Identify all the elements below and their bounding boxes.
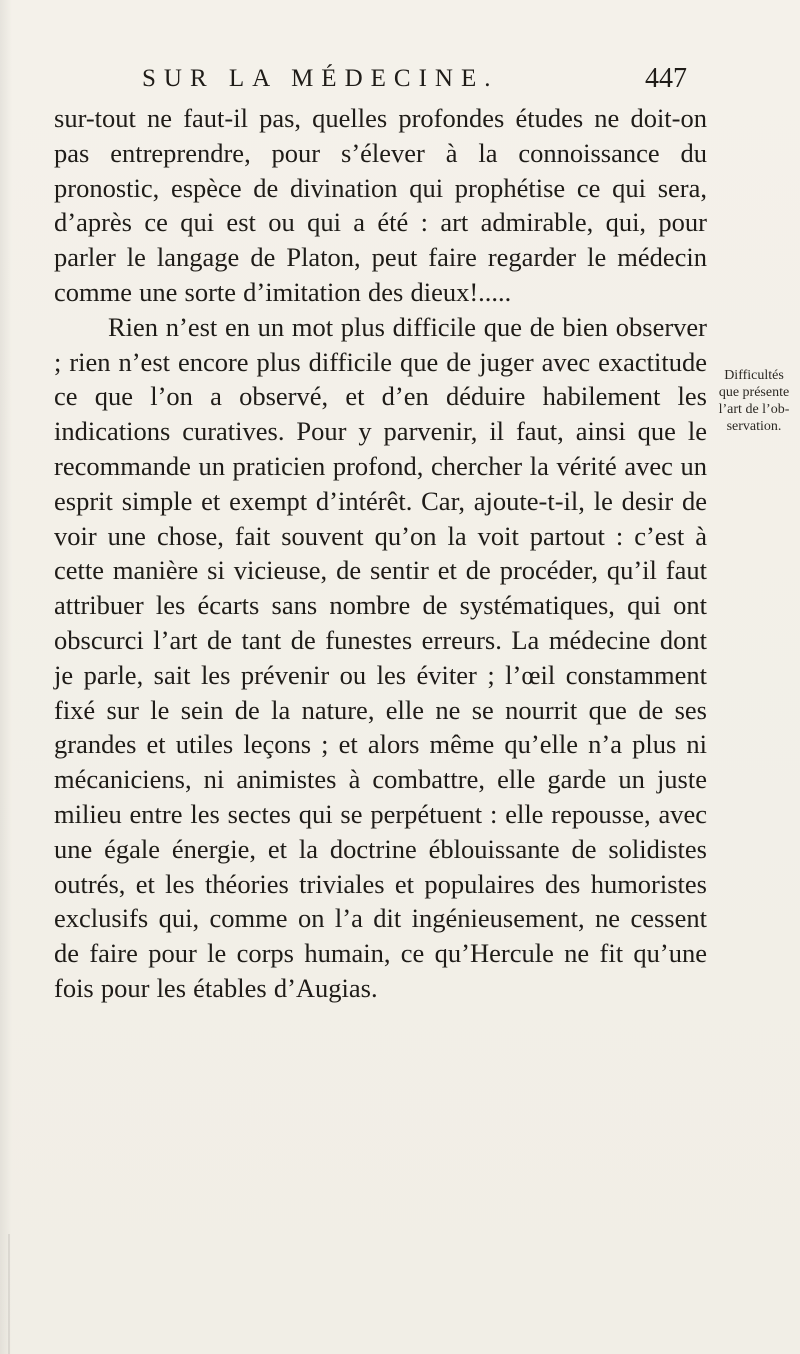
margin-note bbox=[714, 367, 794, 435]
margin-note-line-1: Difficultés bbox=[724, 368, 784, 383]
page-number: 447 bbox=[645, 63, 687, 94]
margin-note-line-2: que présente bbox=[718, 385, 790, 400]
paragraph-2: Rien n’est en un mot plus difficile que de bien observer ; rien n’est encore plus difficile que de juger avec exactitude ce que l’on a observé, et d’en déduire habilement les indications curatives. Pour y parvenir, il faut, ainsi que le recommande un praticien profond, chercher la vérité avec un esprit simple et exempt d’intérêt. Car, ajoute-t-il, le desir de voir une chose, fait souvent qu’on la voit partout : c’est à cette manière si vicieuse, de sentir et de procéder, qu’il faut attribuer les écarts sans nombre de systématiques, qui ont obscurci l’art de tant de funestes erreurs. La médecine dont je parle, sait les prévenir ou les éviter ; l’œil constamment fixé sur le sein de la nature, elle ne se nourrit que de ses grandes et utiles leçons ; et alors même qu’elle n’a plus ni mécaniciens, ni animistes à combattre, elle garde un juste milieu entre les sectes qui se perpétuent : elle repousse, avec une égale énergie, et la doctrine éblouissante de solidistes outrés, et les théories triviales et populaires des humoristes exclusifs qui, comme on l’a dit ingénieusement, ne cessent de faire pour le corps humain, ce qu’Hercule ne fit qu’une fois pour les étables d’Augias. bbox=[54, 311, 707, 1003]
running-head: SUR LA MÉDECINE. bbox=[142, 65, 499, 92]
margin-note-line-3: l’art de l’ob- bbox=[718, 402, 790, 417]
main-text bbox=[54, 101, 707, 1006]
paragraph-1: sur-tout ne faut-il pas, quelles profondes études ne doit-on pas entreprendre, pour s’élever à la connoissance du pronostic, espèce de divination qui prophétise ce qui sera, d’après ce qui est ou qui a été : art admirable, qui, pour parler le langage de Platon, peut faire regarder le médecin comme une sorte d’imitation des dieux!..... bbox=[54, 103, 707, 307]
page-crease bbox=[8, 1234, 10, 1354]
page-edge-shadow bbox=[0, 0, 12, 1354]
margin-note-line-4: servation. bbox=[726, 419, 782, 434]
